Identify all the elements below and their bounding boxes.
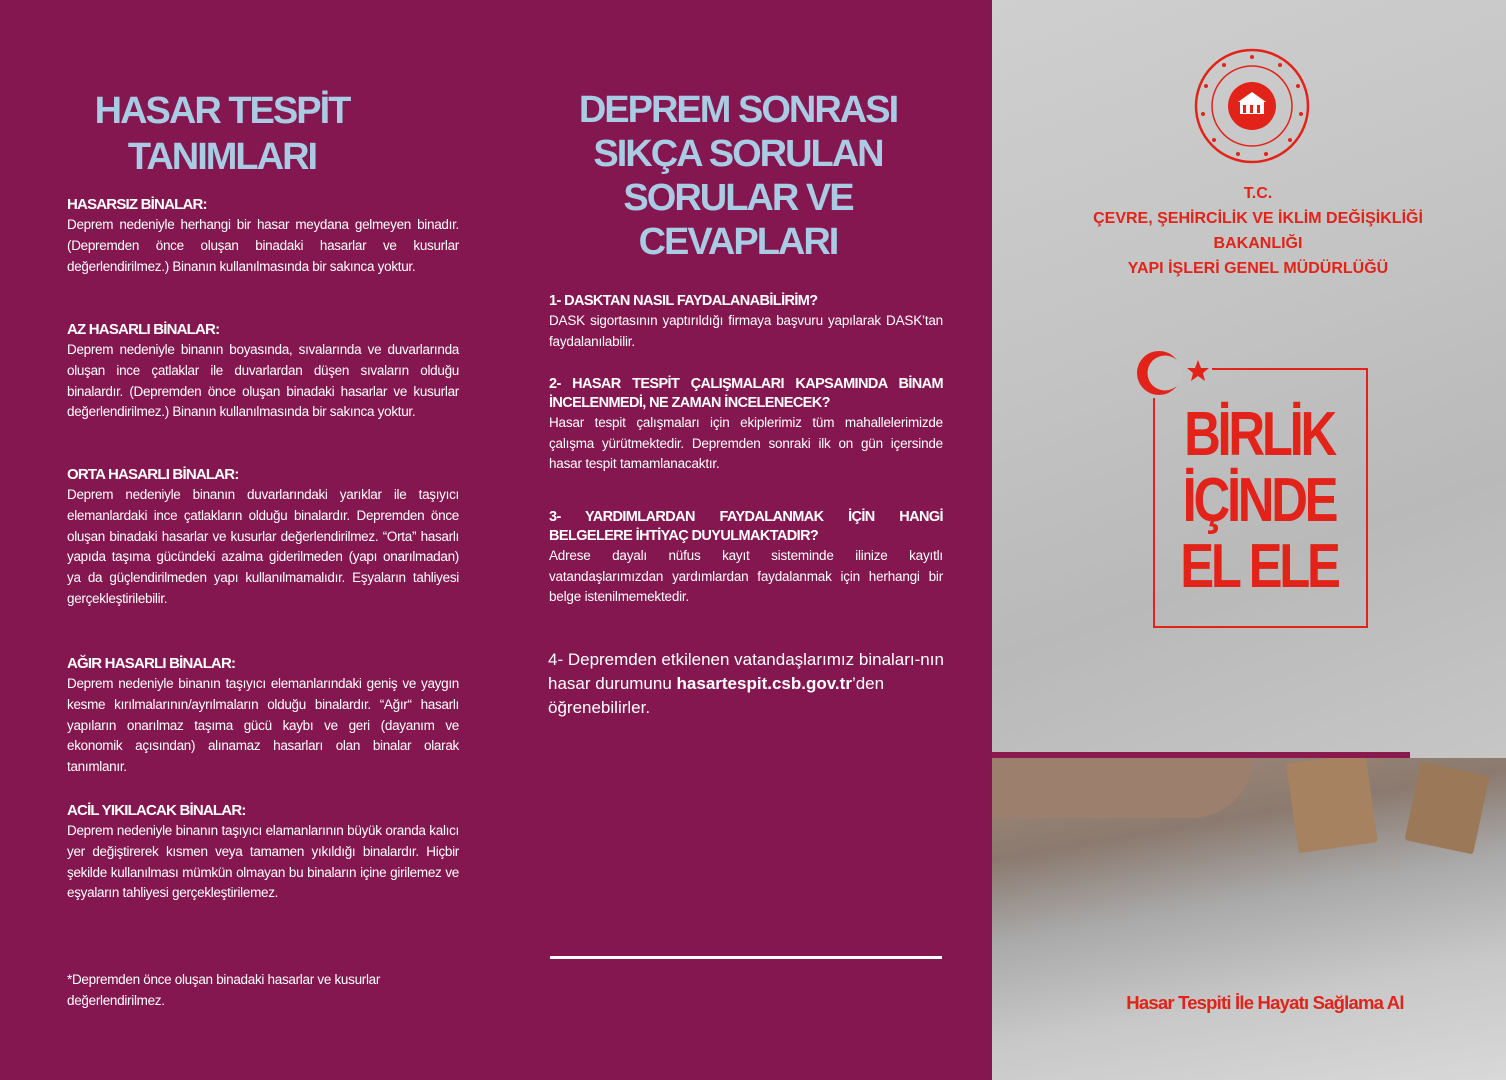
section-heading: AĞIR HASARLI BİNALAR: (67, 655, 236, 672)
section-body: Deprem nedeniyle herhangi bir hasar meydana gelmeyen binadır. (Depremden önce oluşan binadaki hasarlar ve kusurlar değerlendirilmez.) Binanın kullanılmasında bir sakınca yoktur. (67, 217, 459, 274)
section-heading: AZ HASARLI BİNALAR: (67, 321, 220, 338)
ministry-line: T.C. (1243, 185, 1273, 202)
faq-4-text: 4- Depremden etkilenen vatandaşlarımız binaları-nın hasar durumunu (548, 650, 944, 693)
section-body: Deprem nedeniyle binanın taşıyıcı elamanlarının büyük oranda kalıcı yer değiştirerek kısmen veya tamamen yıkıldığı binalardır. Hiçbir şekilde kullanılması mümkün olmayan bu binaların içine girilemez ve eşyaların tahliyesi gerçekleştirilemez. (67, 823, 459, 901)
section-acil-yikilacak (67, 802, 459, 904)
middle-title-line: SORULAR VE (623, 177, 853, 219)
section-heading: ACİL YIKILACAK BİNALAR: (67, 802, 246, 819)
faq-item-2 (549, 375, 943, 475)
ministry-line: ÇEVRE, ŞEHİRCİLİK VE İKLİM DEĞİŞİKLİĞİ (1093, 210, 1423, 227)
section-body: Deprem nedeniyle binanın duvarlarındaki yarıklar ile taşıyıcı elemanlardaki ince çatlakların olduğu binalardır. Depremden önce oluşan binadaki hasarlar ve kusurlar değerlendirilmez. “Orta” hasarlı yapıda taşıma gücündeki azalma giderilmeden (yapı onarılmadan) ya da güçlendirilmeden yapı kullanılmamalıdır. Eşyaların tahliyesi gerçekleştirilebilir. (67, 487, 459, 606)
faq-item-4 (548, 648, 978, 720)
section-body: Deprem nedeniyle binanın boyasında, sıvalarında ve duvarlarında oluşan ince çatlaklar ile duvarlardan düşen sıvaların olduğu binalardır. (Depremden önce oluşan binadaki hasarlar ve kusurlar değerlendirilmez.) Binanın kullanılmasında bir sakınca yoktur. (67, 342, 459, 420)
slogan (1172, 402, 1346, 600)
divider-line (550, 956, 942, 959)
accent-band (992, 752, 1410, 758)
middle-title-line: SIKÇA SORULAN (593, 133, 883, 175)
section-hasarsiz (67, 196, 459, 277)
wood-block (992, 758, 1252, 818)
faq-item-3 (549, 508, 943, 608)
slogan-line: İÇİNDE (1182, 466, 1336, 535)
wood-block (1286, 753, 1378, 853)
slogan-line: EL ELE (1180, 532, 1338, 601)
wood-block (1404, 762, 1489, 855)
middle-title-line: CEVAPLARI (638, 221, 838, 263)
slogan-line: BİRLİK (1184, 400, 1334, 469)
section-body: Deprem nedeniyle binanın taşıyıcı elemanlarındaki geniş ve yaygın kesme kırılmalarının/ayrılmaların olduğu binalardır. “Ağır“ hasarlı yapıların onarılmaz taşıma gücü kaybı ve geri (dayanım ve ekonomik açısından) alınamaz hasarları olan binalar olarak tanımlanır. (67, 676, 459, 775)
tagline: Hasar Tespiti İle Hayatı Sağlama Al (1126, 992, 1404, 1013)
ministry-seal-icon (1194, 48, 1310, 164)
hasartespit-link[interactable]: hasartespit.csb.gov.tr (676, 674, 852, 693)
section-agir-hasarli (67, 655, 459, 778)
section-az-hasarli (67, 321, 459, 423)
faq-item-1 (549, 292, 943, 352)
footnote: *Depremden önce oluşan binadaki hasarlar ve kusurlar değerlendirilmez. (67, 972, 381, 1008)
ministry-line: YAPI İŞLERİ GENEL MÜDÜRLÜĞÜ (1127, 260, 1389, 277)
cover-photo (992, 758, 1506, 1080)
faq-question: 2- HASAR TESPİT ÇALIŞMALARI KAPSAMINDA BİNAM İNCELENMEDİ, NE ZAMAN İNCELENECEK? (549, 376, 943, 411)
ministry-line: BAKANLIĞI (1213, 235, 1303, 252)
left-title-line: TANIMLARI (127, 136, 317, 178)
middle-title-line: DEPREM SONRASI (578, 89, 898, 131)
faq-question: 3- YARDIMLARDAN FAYDALANMAK İÇİN HANGİ BELGELERE İHTİYAÇ DUYULMAKTADIR? (549, 509, 943, 544)
middle-title (548, 88, 928, 264)
ministry-name (1058, 181, 1458, 281)
section-orta-hasarli (67, 466, 459, 610)
faq-4-text-end: ’den öğrenebilirler. (548, 674, 885, 717)
left-title-line: HASAR TESPİT (94, 90, 350, 132)
faq-question: 1- DASKTAN NASIL FAYDALANABİLİRİM? (549, 293, 818, 309)
faq-answer: Adrese dayalı nüfus kayıt sisteminde ilinize kayıtlı vatandaşlarımızdan yardımlardan faydalanmak için herhangi bir belge istenilmemektedir. (549, 548, 943, 604)
section-heading: HASARSIZ BİNALAR: (67, 196, 207, 213)
left-title (72, 88, 372, 180)
faq-answer: DASK sigortasının yaptırıldığı firmaya başvuru yapılarak DASK’tan faydalanılabilir. (549, 313, 943, 349)
faq-answer: Hasar tespit çalışmaları için ekiplerimiz tüm mahallelerimizde çalışma yürütmektedir. Depremden sonraki ilk on gün içersinde hasar tespit tamamlanacaktır. (549, 415, 943, 471)
section-heading: ORTA HASARLI BİNALAR: (67, 466, 239, 483)
